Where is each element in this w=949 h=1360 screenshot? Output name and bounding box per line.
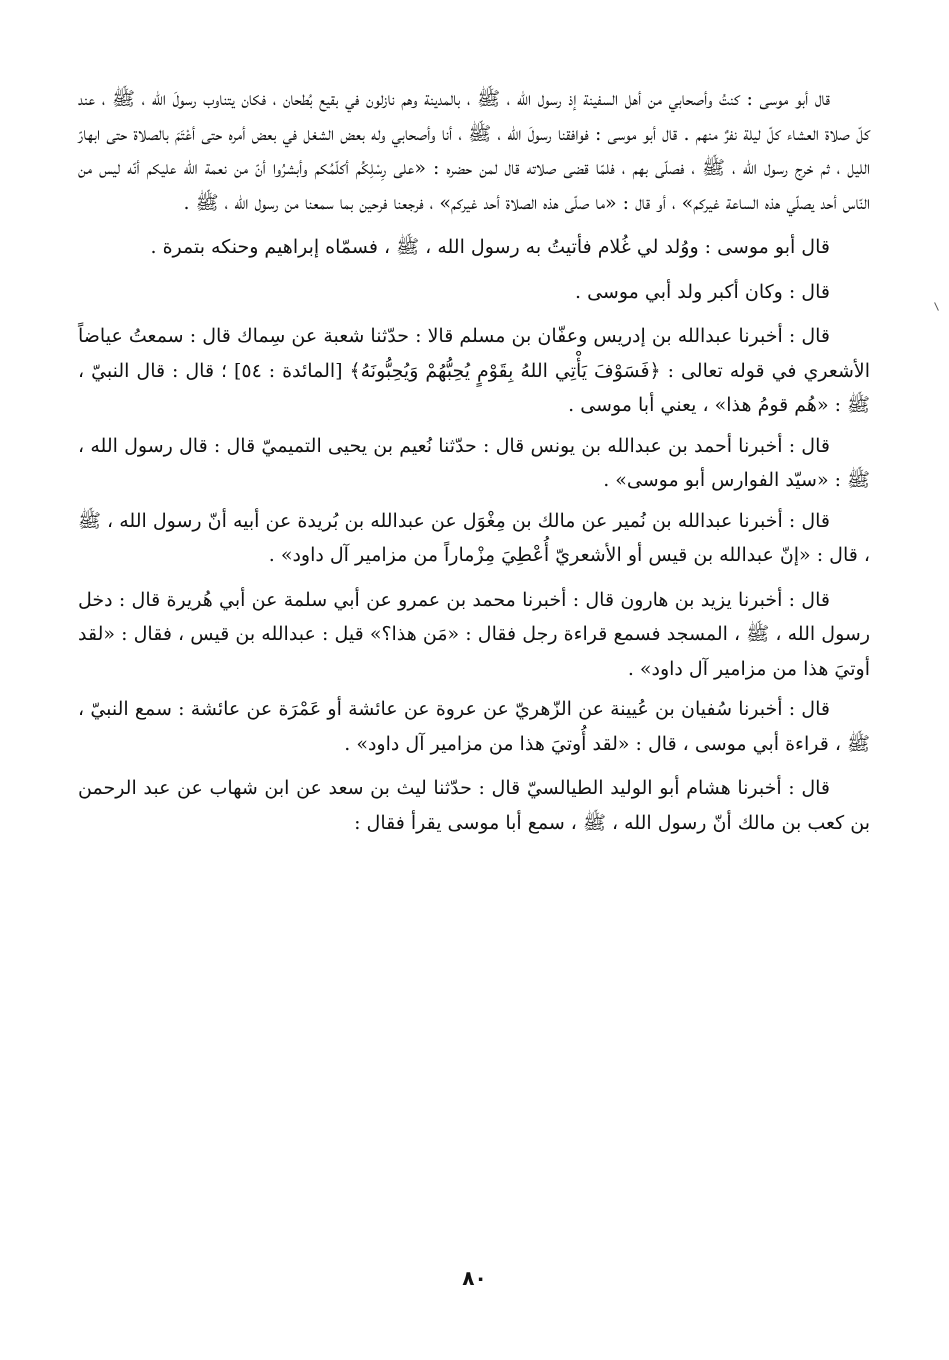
paragraph-6: قال : أخبرنا عبدالله بن نُمير عن مالك بن مِغْوَل عن عبدالله بن بُريدة عن أبيه أنّ رسول الله ، ﷺ ، قال : «إنّ عبدالله بن قيس أو الأشعريّ أُعْطِيَ مِزْماراً من مزامير آل داود» .: [78, 509, 870, 566]
page-body-text: [78, 82, 870, 850]
paragraph-4: قال : أخبرنا عبدالله بن إدريس وعفّان بن مسلم قالا : حدّثنا شعبة عن سِماك قال : سمعتُ عياضاً الأشعري في قوله تعالى : ﴿فَسَوْفَ يَأْتِي اللهُ بِقَوْمٍ يُحِبُّهُمْ وَيُحِبُّونَهُ﴾ [المائدة : ٥٤] ؛ قال : قال النبيّ ، ﷺ : «هُم قومُ هذا» ، يعني أبا موسى .: [78, 325, 871, 416]
paragraph-5: قال : أخبرنا أحمد بن عبدالله بن يونس قال : حدّثنا نُعيم بن يحيى التميميّ قال : قال رسول الله ، ﷺ : «سيّد الفوارس أبو موسى» .: [78, 434, 870, 491]
paragraph-2: قال أبو موسى : ووُلد لي غُلام فأتيتُ به رسول الله ، ﷺ ، فسمّاه إبراهيم وحنكه بتمرة .: [150, 236, 830, 258]
scan-edge-mark: [934, 302, 939, 311]
paragraph-1: قال أبو موسى : كنتُ وأصحابي من أهل السفينة إذ رسول الله ، ﷺ ، بالمدينة وهم نازلون في بقيع بُطحان ، فكان يتناوب رسولَ الله ، ﷺ ، عند كلّ صلاة العشاء كلّ ليلة نفرٌ منهم . قال أبو موسى : فوافقنا رسولَ الله ، ﷺ ، أنا وأصحابي وله بعض الشغل في بعض أمره حتى أعْتَمَ بالصلاة حتى ابهارّ الليل ، ثم خرج رسول الله ، ﷺ ، فصلّى بهم ، فلمّا قضى صلاته قال لمن حضره : «على رِسْلِكُم أكلّمُكم وأبشرُوا أنّ من نعمة الله عليكم أنّه ليس من النّاس أحد يصلّي هذه الساعة غيركم» ، أو قال : «ما صلّى هذه الصلاة أحد غيركم» ، فرجعنا فرحين بما سمعنا من رسول الله ، ﷺ .: [78, 88, 870, 214]
paragraph-9: قال : أخبرنا هشام أبو الوليد الطيالسيّ قال : حدّثنا ليث بن سعد عن ابن شهاب عن عبد الرحمن بن كعب بن مالك أنّ رسول الله ، ﷺ ، سمع أبا موسى يقرأ فقال :: [78, 777, 870, 834]
paragraph-7: قال : أخبرنا يزيد بن هارون قال : أخبرنا محمد بن عمرو عن أبي سلمة عن أبي هُريرة قال : دخل رسول الله ، ﷺ ، المسجد فسمع قراءة رجل فقال : «مَن هذا؟» قيل : عبدالله بن قيس ، فقال : «لقد أوتيَ هذا من مزامير آل داود» .: [78, 588, 870, 680]
paragraph-3: قال : وكان أكبر ولد أبي موسى .: [575, 280, 830, 303]
paragraph-8: قال : أخبرنا سُفيان بن عُيينة عن الزّهريّ عن عروة عن عائشة أو عَمْرَة عن عائشة : سمع النبيّ ، ﷺ ، قراءة أبي موسى ، قال : «لقد أُوتيَ هذا من مزامير آل داود» .: [78, 698, 870, 755]
page-number: ٨٠: [462, 1266, 487, 1290]
